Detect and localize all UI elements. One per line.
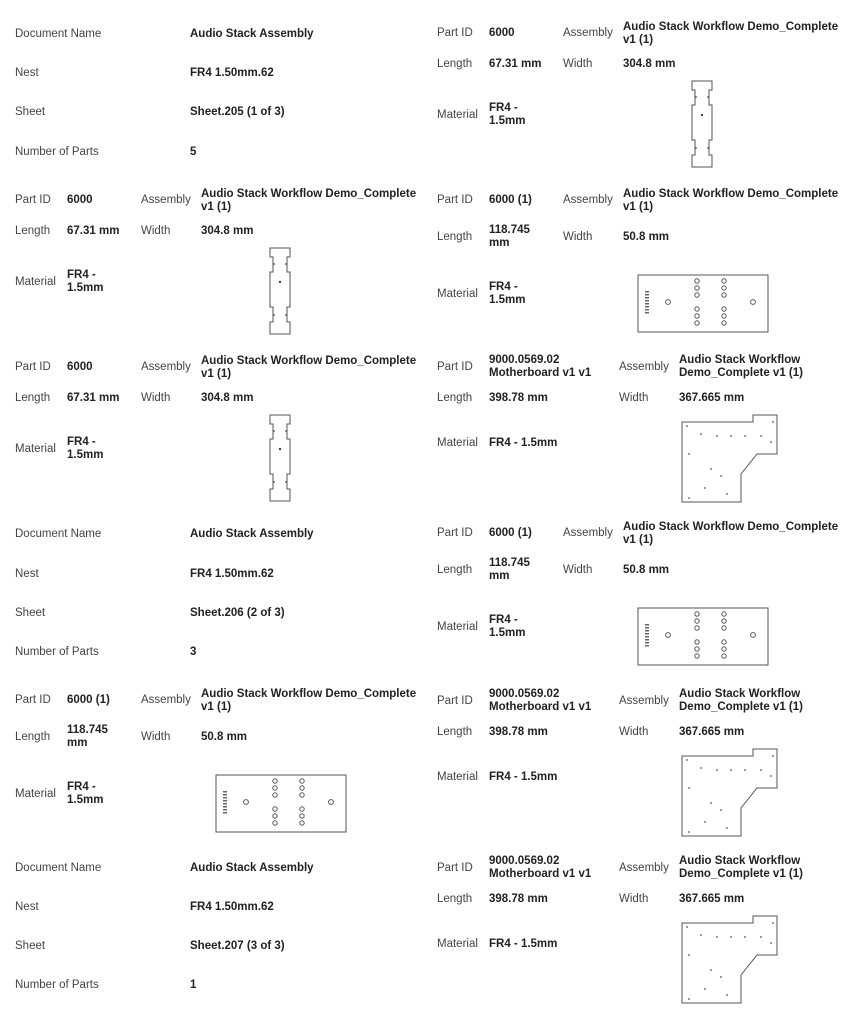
part-thumbnail-board [637, 274, 769, 334]
material-label: Material [15, 443, 56, 455]
part-card-6000 [15, 352, 435, 512]
assembly-label: Assembly [619, 862, 669, 874]
nest-label: Nest [15, 67, 39, 79]
part-id-label: Part ID [437, 862, 473, 874]
length-value: 398.78 mm [489, 893, 548, 905]
length-value: 67.31 mm [67, 392, 120, 404]
part-thumbnail-motherboard [681, 915, 781, 1005]
part-thumbnail-strip [269, 247, 293, 335]
length-value: 118.745 mm [67, 724, 108, 749]
nest-value: FR4 1.50mm.62 [190, 67, 274, 79]
part-card-motherboard [437, 686, 857, 846]
assembly-value: Audio Stack Workflow Demo_Complete v1 (1) [201, 188, 417, 213]
sheet-label: Sheet [15, 940, 46, 952]
width-value: 367.665 mm [679, 392, 745, 404]
document-name-value: Audio Stack Assembly [190, 528, 314, 540]
width-label: Width [563, 564, 593, 576]
nest-label: Nest [15, 901, 39, 913]
assembly-label: Assembly [619, 695, 669, 707]
sheet-value: Sheet.206 (2 of 3) [190, 607, 285, 619]
part-id-label: Part ID [437, 194, 473, 206]
assembly-label: Assembly [563, 27, 613, 39]
part-card-motherboard [437, 853, 857, 1013]
width-value: 50.8 mm [623, 231, 670, 243]
material-label: Material [437, 437, 478, 449]
part-card-6000 [437, 18, 857, 178]
material-value: FR4 - 1.5mm [489, 938, 558, 950]
number-of-parts-value: 5 [190, 146, 197, 158]
part-id-value: 6000 (1) [67, 694, 110, 706]
material-label: Material [437, 109, 478, 121]
length-label: Length [437, 726, 473, 738]
part-thumbnail-board [215, 774, 347, 834]
length-label: Length [437, 58, 473, 70]
assembly-label: Assembly [141, 694, 191, 706]
assembly-value: Audio Stack Workflow Demo_Complete v1 (1) [623, 188, 839, 213]
assembly-value: Audio Stack Workflow Demo_Complete v1 (1) [679, 354, 803, 379]
part-card-6000-1 [437, 518, 857, 678]
assembly-label: Assembly [141, 194, 191, 206]
part-id-label: Part ID [437, 527, 473, 539]
material-label: Material [437, 938, 478, 950]
width-value: 50.8 mm [201, 731, 248, 743]
assembly-value: Audio Stack Workflow Demo_Complete v1 (1) [201, 688, 417, 713]
material-label: Material [437, 621, 478, 633]
assembly-label: Assembly [563, 527, 613, 539]
width-label: Width [619, 726, 649, 738]
part-id-label: Part ID [15, 694, 51, 706]
sheet-label: Sheet [15, 607, 46, 619]
length-label: Length [15, 225, 51, 237]
assembly-value: Audio Stack Workflow Demo_Complete v1 (1) [623, 21, 839, 46]
document-name-label: Document Name [15, 862, 102, 874]
material-value: FR4 - 1.5mm [67, 269, 104, 294]
nest-value: FR4 1.50mm.62 [190, 901, 274, 913]
sheet-info-1 [0, 18, 420, 178]
width-value: 304.8 mm [201, 225, 254, 237]
sheet-info-3 [0, 852, 420, 1012]
part-id-value: 6000 (1) [489, 527, 532, 539]
part-card-motherboard [437, 352, 857, 512]
length-value: 118.745 mm [489, 557, 530, 582]
document-name-value: Audio Stack Assembly [190, 862, 314, 874]
part-thumbnail-motherboard [681, 748, 781, 838]
document-name-value: Audio Stack Assembly [190, 28, 314, 40]
sheet-value: Sheet.205 (1 of 3) [190, 106, 285, 118]
number-of-parts-value: 3 [190, 646, 197, 658]
width-label: Width [141, 392, 171, 404]
width-label: Width [563, 58, 593, 70]
assembly-value: Audio Stack Workflow Demo_Complete v1 (1) [679, 688, 803, 713]
length-label: Length [437, 231, 473, 243]
assembly-label: Assembly [619, 361, 669, 373]
part-id-value: 9000.0569.02 Motherboard v1 v1 [489, 354, 592, 379]
document-name-label: Document Name [15, 528, 102, 540]
material-value: FR4 - 1.5mm [67, 781, 104, 806]
length-label: Length [437, 392, 473, 404]
assembly-value: Audio Stack Workflow Demo_Complete v1 (1) [201, 355, 417, 380]
part-id-value: 6000 [489, 27, 515, 39]
part-id-value: 9000.0569.02 Motherboard v1 v1 [489, 688, 592, 713]
width-value: 367.665 mm [679, 893, 745, 905]
material-value: FR4 - 1.5mm [489, 281, 526, 306]
document-name-label: Document Name [15, 28, 102, 40]
assembly-label: Assembly [563, 194, 613, 206]
part-id-label: Part ID [15, 361, 51, 373]
length-label: Length [15, 731, 51, 743]
part-thumbnail-board [637, 607, 769, 667]
part-id-label: Part ID [15, 194, 51, 206]
part-card-6000-1 [437, 185, 857, 345]
width-value: 50.8 mm [623, 564, 670, 576]
material-value: FR4 - 1.5mm [489, 771, 558, 783]
width-label: Width [563, 231, 593, 243]
part-id-value: 9000.0569.02 Motherboard v1 v1 [489, 855, 592, 880]
number-of-parts-label: Number of Parts [15, 146, 99, 158]
width-label: Width [141, 225, 171, 237]
length-label: Length [437, 893, 473, 905]
sheet-label: Sheet [15, 106, 46, 118]
part-id-label: Part ID [437, 27, 473, 39]
width-label: Width [141, 731, 171, 743]
number-of-parts-label: Number of Parts [15, 979, 99, 991]
part-id-value: 6000 [67, 194, 93, 206]
sheet-info-2 [0, 518, 420, 678]
material-value: FR4 - 1.5mm [489, 437, 558, 449]
width-label: Width [619, 893, 649, 905]
length-value: 67.31 mm [489, 58, 542, 70]
material-label: Material [437, 771, 478, 783]
part-id-label: Part ID [437, 361, 473, 373]
material-label: Material [15, 788, 56, 800]
material-value: FR4 - 1.5mm [489, 614, 526, 639]
length-value: 67.31 mm [67, 225, 120, 237]
length-label: Length [15, 392, 51, 404]
material-value: FR4 - 1.5mm [67, 436, 104, 461]
material-label: Material [437, 288, 478, 300]
part-id-label: Part ID [437, 695, 473, 707]
nest-label: Nest [15, 568, 39, 580]
part-thumbnail-strip [691, 80, 715, 168]
material-label: Material [15, 276, 56, 288]
part-thumbnail-strip [269, 414, 293, 502]
length-value: 118.745 mm [489, 224, 530, 249]
number-of-parts-label: Number of Parts [15, 646, 99, 658]
assembly-value: Audio Stack Workflow Demo_Complete v1 (1) [679, 855, 803, 880]
part-card-6000-1 [15, 685, 435, 845]
material-value: FR4 - 1.5mm [489, 102, 526, 127]
assembly-value: Audio Stack Workflow Demo_Complete v1 (1) [623, 521, 839, 546]
width-label: Width [619, 392, 649, 404]
sheet-value: Sheet.207 (3 of 3) [190, 940, 285, 952]
assembly-label: Assembly [141, 361, 191, 373]
nest-value: FR4 1.50mm.62 [190, 568, 274, 580]
part-id-value: 6000 (1) [489, 194, 532, 206]
width-value: 304.8 mm [201, 392, 254, 404]
number-of-parts-value: 1 [190, 979, 197, 991]
part-thumbnail-motherboard [681, 414, 781, 504]
length-value: 398.78 mm [489, 392, 548, 404]
width-value: 304.8 mm [623, 58, 676, 70]
part-card-6000 [15, 185, 435, 345]
width-value: 367.665 mm [679, 726, 745, 738]
length-value: 398.78 mm [489, 726, 548, 738]
length-label: Length [437, 564, 473, 576]
part-id-value: 6000 [67, 361, 93, 373]
